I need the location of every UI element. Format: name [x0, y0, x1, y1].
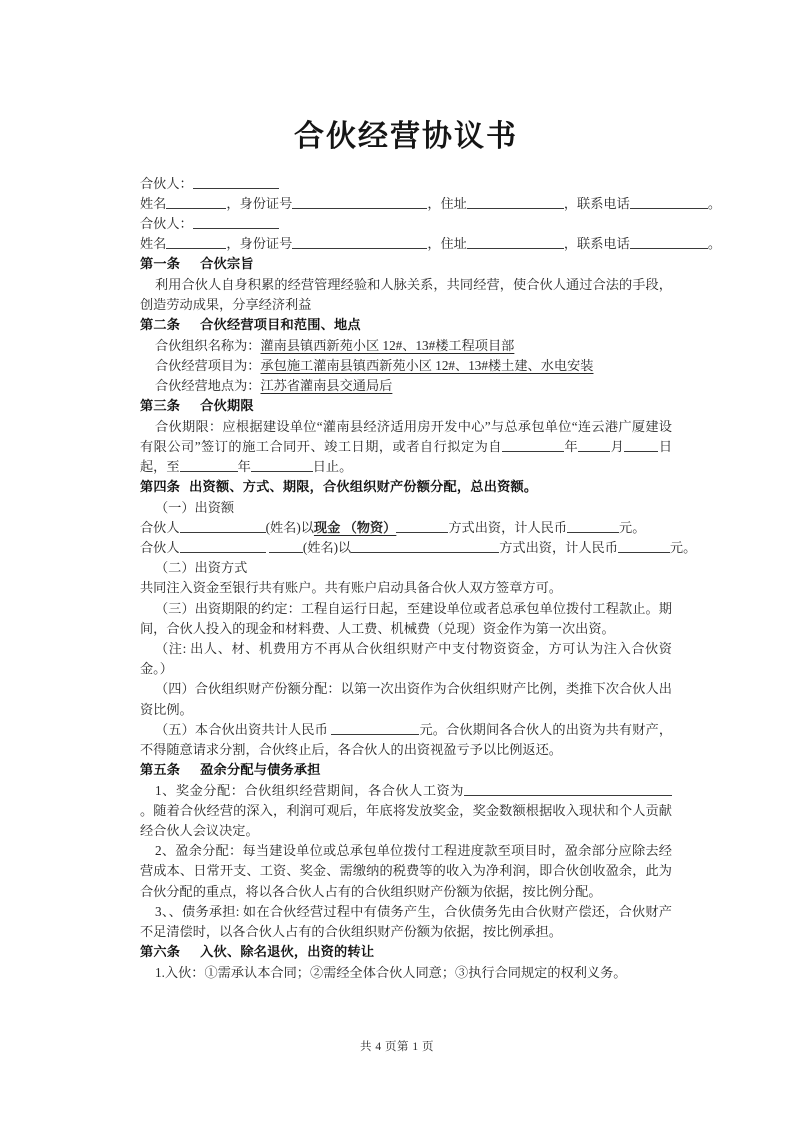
contribution-2-prefix: 合伙人 — [140, 539, 180, 555]
partner-2-label: 合伙人： — [140, 215, 193, 231]
total-contribution-blank[interactable] — [331, 721, 419, 735]
article-5-title: 盈余分配与债务承担 — [200, 762, 321, 778]
article-3-heading — [140, 396, 672, 416]
bonus-allocation-prefix: 1、奖金分配：合伙组织经营期间，各合伙人工资为 — [155, 782, 464, 798]
article-2-title: 合伙经营项目和范围、地点 — [200, 317, 361, 333]
unit-day-2: 日止。 — [312, 458, 353, 474]
start-month-blank[interactable] — [578, 438, 610, 452]
article-6-item-1: 1.入伙：①需承认本合同；②需经全体合伙人同意；③执行合同规定的权利义务。 — [155, 964, 627, 980]
partner-1-details-row — [140, 194, 721, 214]
total-contribution-suffix: 元。合伙期间各合伙人的出资为共有财产，不得随意请求分割，合伙终止后，各合伙人的出资视盈亏予以比例返还。 — [140, 721, 673, 757]
article-4-sub-4: （四）合伙组织财产份额分配：以第一次出资作为合伙组织财产比例，类推下次合伙人出资比例。 — [140, 681, 672, 717]
page-title: 合伙经营协议书 — [294, 120, 518, 153]
org-name-value[interactable]: 灌南县镇西新苑小区 12#、13#楼工程项目部 — [260, 337, 515, 353]
unit-month: 月 — [610, 438, 625, 454]
article-4-title: 出资额、方式、期限，合伙组织财产份额分配，总出资额。 — [189, 479, 538, 495]
contribution-1-unit: 元。 — [619, 519, 646, 535]
partner-2-address-blank[interactable] — [467, 235, 564, 249]
article-5-item-3: 3、、债务承担: 如在合伙经营过程中有债务产生，合伙债务先由合伙财产偿还，合伙财产不足清偿时，以各合伙人占有的合伙组织财产份额为依据，按比例承担。 — [140, 903, 672, 940]
partner-2-phone-blank[interactable] — [630, 235, 708, 249]
partner-2-id-label: ，身份证号 — [226, 236, 293, 252]
partner-2-line-end: 。 — [707, 236, 721, 252]
start-year-blank[interactable] — [502, 438, 564, 452]
article-1-heading — [140, 254, 672, 274]
article-4-sub-5 — [140, 720, 672, 760]
contribution-2-name-blank-a[interactable] — [180, 539, 266, 553]
document-body — [140, 118, 721, 983]
org-name-row — [140, 336, 672, 356]
article-4-sub-2-body: 共同注入资金至银行共有账户。共有账户启动具备合伙人双方签章方可。 — [140, 580, 562, 596]
article-1-body: 利用合伙人自身积累的经营管理经验和人脉关系，共同经营，使合伙人通过合法的手段，创造劳动成果，分享经济利益 — [140, 276, 672, 312]
partner-1-phone-blank[interactable] — [630, 195, 708, 209]
partner-2-address-label: ，住址 — [427, 236, 467, 252]
partner-1-id-label: ，身份证号 — [226, 195, 293, 211]
contribution-1-mid: (姓名)以 — [265, 519, 314, 535]
partner-2-id-blank[interactable] — [292, 235, 427, 249]
partner-2-name-label: 姓名 — [140, 236, 167, 252]
contribution-2-suffix: 方式出资，计人民币 — [499, 539, 618, 555]
article-2-heading — [140, 315, 672, 335]
partner-1-blank[interactable] — [193, 175, 279, 189]
partner-1-id-blank[interactable] — [292, 195, 427, 209]
partner-1-phone-label: ，联系电话 — [563, 195, 630, 211]
contribution-1-name-blank[interactable] — [180, 519, 266, 533]
project-value[interactable]: 承包施工灌南县镇西新苑小区 12#、13#楼土建、水电安装 — [260, 357, 594, 373]
contribution-2-mid: (姓名)以 — [302, 539, 352, 555]
partner-2-label-row — [140, 214, 672, 234]
end-day-blank[interactable] — [251, 458, 313, 472]
page-footer: 共 4 页第 1 页 — [360, 1041, 434, 1053]
article-5-item-2: 2、盈余分配：每当建设单位或总承包单位拨付工程进度款至项目时，盈余部分应除去经营成本、日常开支、工资、奖金、需缴纳的税费等的收入为净利润，即合伙创收盈余，此为合伙分配的重点，将以各合伙人占有的合伙组织财产份额为依据，按比例分配。 — [140, 843, 672, 899]
partner-1-name-blank[interactable] — [166, 195, 226, 209]
salary-blank[interactable] — [464, 782, 672, 796]
article-4-sub-1-title: （一）出资额 — [155, 499, 235, 515]
article-2-number: 第二条 — [140, 317, 181, 333]
contribution-1-suffix: 方式出资，计人民币 — [448, 519, 568, 535]
partner-1-label-row — [140, 174, 672, 194]
contribution-2-amount-blank[interactable] — [618, 539, 670, 553]
partner-1-address-label: ，住址 — [427, 195, 467, 211]
contribution-row-2 — [140, 538, 697, 558]
bonus-allocation-suffix: 。随着合伙经营的深入，利润可观后，年底将发放奖金，奖金数额根据收入现状和个人贡献经合伙人会议决定。 — [140, 802, 672, 839]
article-5-item-1 — [140, 781, 672, 842]
article-3-number: 第三条 — [140, 398, 181, 414]
start-day-blank[interactable] — [624, 438, 658, 452]
article-1-title: 合伙宗旨 — [200, 256, 254, 272]
article-4-sub-3-note: （注: 出人、材、机费用方不再从合伙组织财产中支付物资资金，方可认为注入合伙资金。） — [140, 640, 672, 677]
partner-2-phone-label: ，联系电话 — [563, 236, 630, 252]
partner-1-label: 合伙人： — [140, 175, 193, 191]
contribution-2-method-blank[interactable] — [351, 539, 499, 553]
contribution-row-1 — [140, 518, 672, 538]
partner-2-name-blank[interactable] — [166, 235, 226, 249]
contribution-1-method[interactable]: 现金 （物资） — [313, 519, 397, 535]
partner-1-line-end: 。 — [707, 195, 721, 211]
article-3-title: 合伙期限 — [200, 398, 254, 414]
article-6-heading — [140, 942, 672, 962]
end-year-blank[interactable] — [180, 458, 238, 472]
partner-1-name-label: 姓名 — [140, 195, 167, 211]
article-5-heading — [140, 760, 672, 780]
partner-2-details-row — [140, 234, 721, 254]
article-4-heading — [140, 477, 672, 497]
unit-year: 年 — [563, 438, 579, 454]
partner-2-blank[interactable] — [193, 215, 279, 229]
contribution-1-amount-blank[interactable] — [567, 519, 619, 533]
project-row — [140, 356, 672, 376]
contribution-2-name-blank-b[interactable] — [269, 539, 303, 553]
partner-1-address-blank[interactable] — [467, 195, 564, 209]
project-label: 合伙经营项目为： — [155, 357, 261, 373]
contribution-1-method-blank[interactable] — [396, 519, 448, 533]
article-4-sub-3: （三）出资期限的约定：工程自运行日起，至建设单位或者总承包单位拨付工程款止。期间，合伙人投入的现金和材料费、人工费、机械费（兑现）资金作为第一次出资。 — [140, 600, 672, 636]
article-3-body — [140, 417, 672, 478]
article-4-number: 第四条 — [140, 479, 181, 495]
term-text-prefix: 合伙期限：应根据建设单位“灌南县经济适用房开发中心”与总承包单位“连云港广厦建设有限公司”签订的施工合同开、竣工日期，或者自行拟定为自 — [140, 418, 672, 454]
article-6-number: 第六条 — [140, 944, 181, 960]
article-6-title: 入伙、除名退伙，出资的转让 — [200, 944, 375, 960]
total-contribution-prefix: （五）本合伙出资共计人民币 — [155, 721, 328, 737]
article-1-number: 第一条 — [140, 256, 181, 272]
contribution-2-unit: 元。 — [669, 539, 697, 555]
org-name-label: 合伙组织名称为： — [155, 337, 261, 353]
article-4-sub-2-title: （二）出资方式 — [155, 560, 248, 576]
location-label: 合伙经营地点为： — [155, 377, 261, 393]
contribution-1-prefix: 合伙人 — [140, 519, 180, 535]
article-5-number: 第五条 — [140, 762, 181, 778]
unit-year-2: 年 — [237, 458, 251, 474]
location-value[interactable]: 江苏省灌南县交通局后 — [260, 377, 393, 393]
location-row — [140, 376, 672, 396]
unit-day-start: 日起，至 — [140, 438, 673, 474]
